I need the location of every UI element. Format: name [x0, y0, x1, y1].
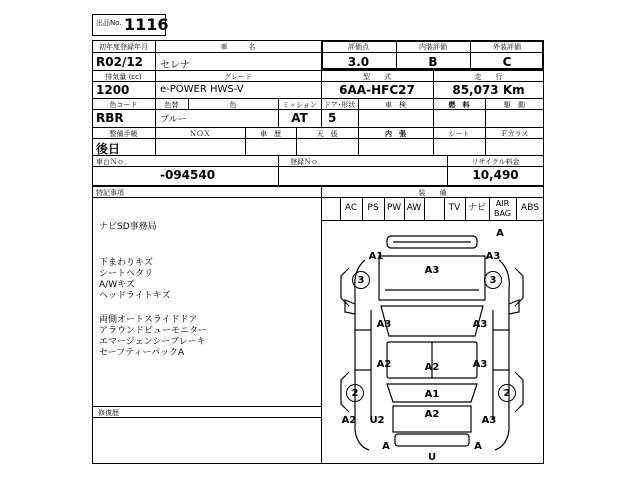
lot-label: 出品No.: [96, 19, 122, 27]
mark-a3-hood: A3: [424, 265, 440, 276]
mark-a1-left: A1: [368, 251, 384, 262]
mark-under-u: U: [427, 452, 437, 463]
shade-label: 色替: [164, 101, 179, 109]
colorcode-label: 色コード: [109, 101, 138, 109]
interior2-label: 内 張: [385, 130, 406, 138]
disp-label: 排気量 (cc): [105, 73, 142, 81]
sunroof-label: 天 張: [316, 130, 338, 138]
handle-label: 整備手帳: [109, 130, 138, 138]
reg-value: R02/12: [96, 55, 144, 69]
mark-right-2: 2: [498, 384, 516, 402]
note-damage: 下まわりキズ シートヘタリ A/Wキズ ヘッドライトキズ: [99, 258, 171, 301]
model-label: 型 式: [363, 73, 391, 81]
grade-value: e-POWER HWS-V: [160, 84, 244, 95]
color-value: ブルー: [160, 115, 187, 125]
mark-a2-rear-left: A2: [341, 415, 357, 426]
equip-tv: TV: [448, 203, 461, 213]
drive-label: 駆 動: [504, 101, 525, 109]
row-divider: [92, 127, 544, 128]
mission-label: ミッション: [282, 101, 317, 109]
name-label: 車 名: [220, 43, 256, 51]
mission-value: AT: [291, 111, 308, 125]
color-label: 色: [229, 101, 237, 109]
disp-value: 1200: [96, 83, 130, 97]
equip-aw: AW: [406, 203, 422, 213]
equip-pw: PW: [386, 203, 402, 213]
notes-label: 特記事項: [96, 189, 124, 197]
interior-label: 内装評価: [419, 43, 447, 51]
mark-a3-right-mid: A3: [472, 359, 488, 370]
equip-ps: PS: [367, 203, 379, 213]
chassis-label: 車台Ｎｏ．: [96, 158, 131, 166]
mark-front: A: [496, 228, 504, 239]
doors-label: ドア･形状: [323, 101, 356, 109]
mark-a2-rear: A2: [424, 409, 440, 420]
score-label: 評価点: [348, 43, 369, 51]
mileage-value: 85,073 Km: [452, 83, 525, 97]
model-value: 6AA-HFC27: [339, 83, 415, 97]
chassis-value: -094540: [160, 168, 216, 182]
handle-value: 後日: [96, 142, 121, 156]
score-value: 3.0: [347, 55, 370, 69]
mark-left-3: 3: [352, 271, 370, 289]
colorcode-value: RBR: [96, 111, 124, 125]
doors-value: 5: [328, 111, 337, 125]
reg-label: 初年度登録年月: [99, 43, 148, 51]
mark-right-3: 3: [484, 271, 502, 289]
mark-a3-front-right: A3: [485, 251, 501, 262]
recycle-label: リサイクル料金: [471, 158, 520, 166]
mark-a1-center: A1: [424, 389, 440, 400]
equip-airbag: AIR BAG: [493, 199, 512, 218]
mark-a3-left-front: A3: [376, 319, 392, 330]
regno-label: 登録Ｎｏ．: [290, 158, 325, 166]
equip-navi: ナビ: [467, 203, 486, 213]
repair-label: 修復歴: [98, 409, 119, 417]
fuel-label: 燃 料: [448, 101, 470, 109]
exterior-value: C: [502, 55, 512, 69]
mark-a3-right-front: A3: [472, 319, 488, 330]
mark-rear-right-a: A: [474, 441, 482, 452]
row-divider: [92, 98, 544, 99]
equipment-label: 装 備: [418, 189, 447, 197]
lot-number: 1116: [124, 15, 169, 34]
equip-abs: ABS: [521, 203, 539, 213]
equip-ac: AC: [344, 203, 358, 213]
recycle-value: 10,490: [472, 168, 519, 182]
mark-a2-left: A2: [376, 359, 392, 370]
note-features: 両側オートスライドドア アラウンドビューモニター エマージェンシーブレーキ セーフティーパックA: [99, 315, 208, 358]
note-navi: ナビSD事務局: [99, 222, 157, 232]
interior-value: B: [428, 55, 438, 69]
mark-rear-left-a: A: [382, 441, 390, 452]
glass-label: Ｆガラス: [500, 130, 529, 138]
nox-label: ＮＯＸ: [189, 130, 211, 138]
mark-u2-rear: U2: [369, 415, 385, 426]
mark-a3-rear-right: A3: [481, 415, 497, 426]
name-value: セレナ: [160, 60, 190, 71]
exterior-label: 外装評価: [493, 43, 521, 51]
mileage-label: 走 行: [474, 73, 503, 81]
seat-label: シート: [448, 130, 470, 138]
mark-left-2: 2: [346, 384, 364, 402]
inspection-label: 車 検: [385, 101, 406, 109]
row-divider: [92, 155, 544, 156]
grade-label: グレード: [224, 73, 252, 81]
history-label: 車 歴: [260, 130, 281, 138]
mark-a2-center: A2: [424, 362, 440, 373]
car-diagram: [321, 220, 544, 464]
